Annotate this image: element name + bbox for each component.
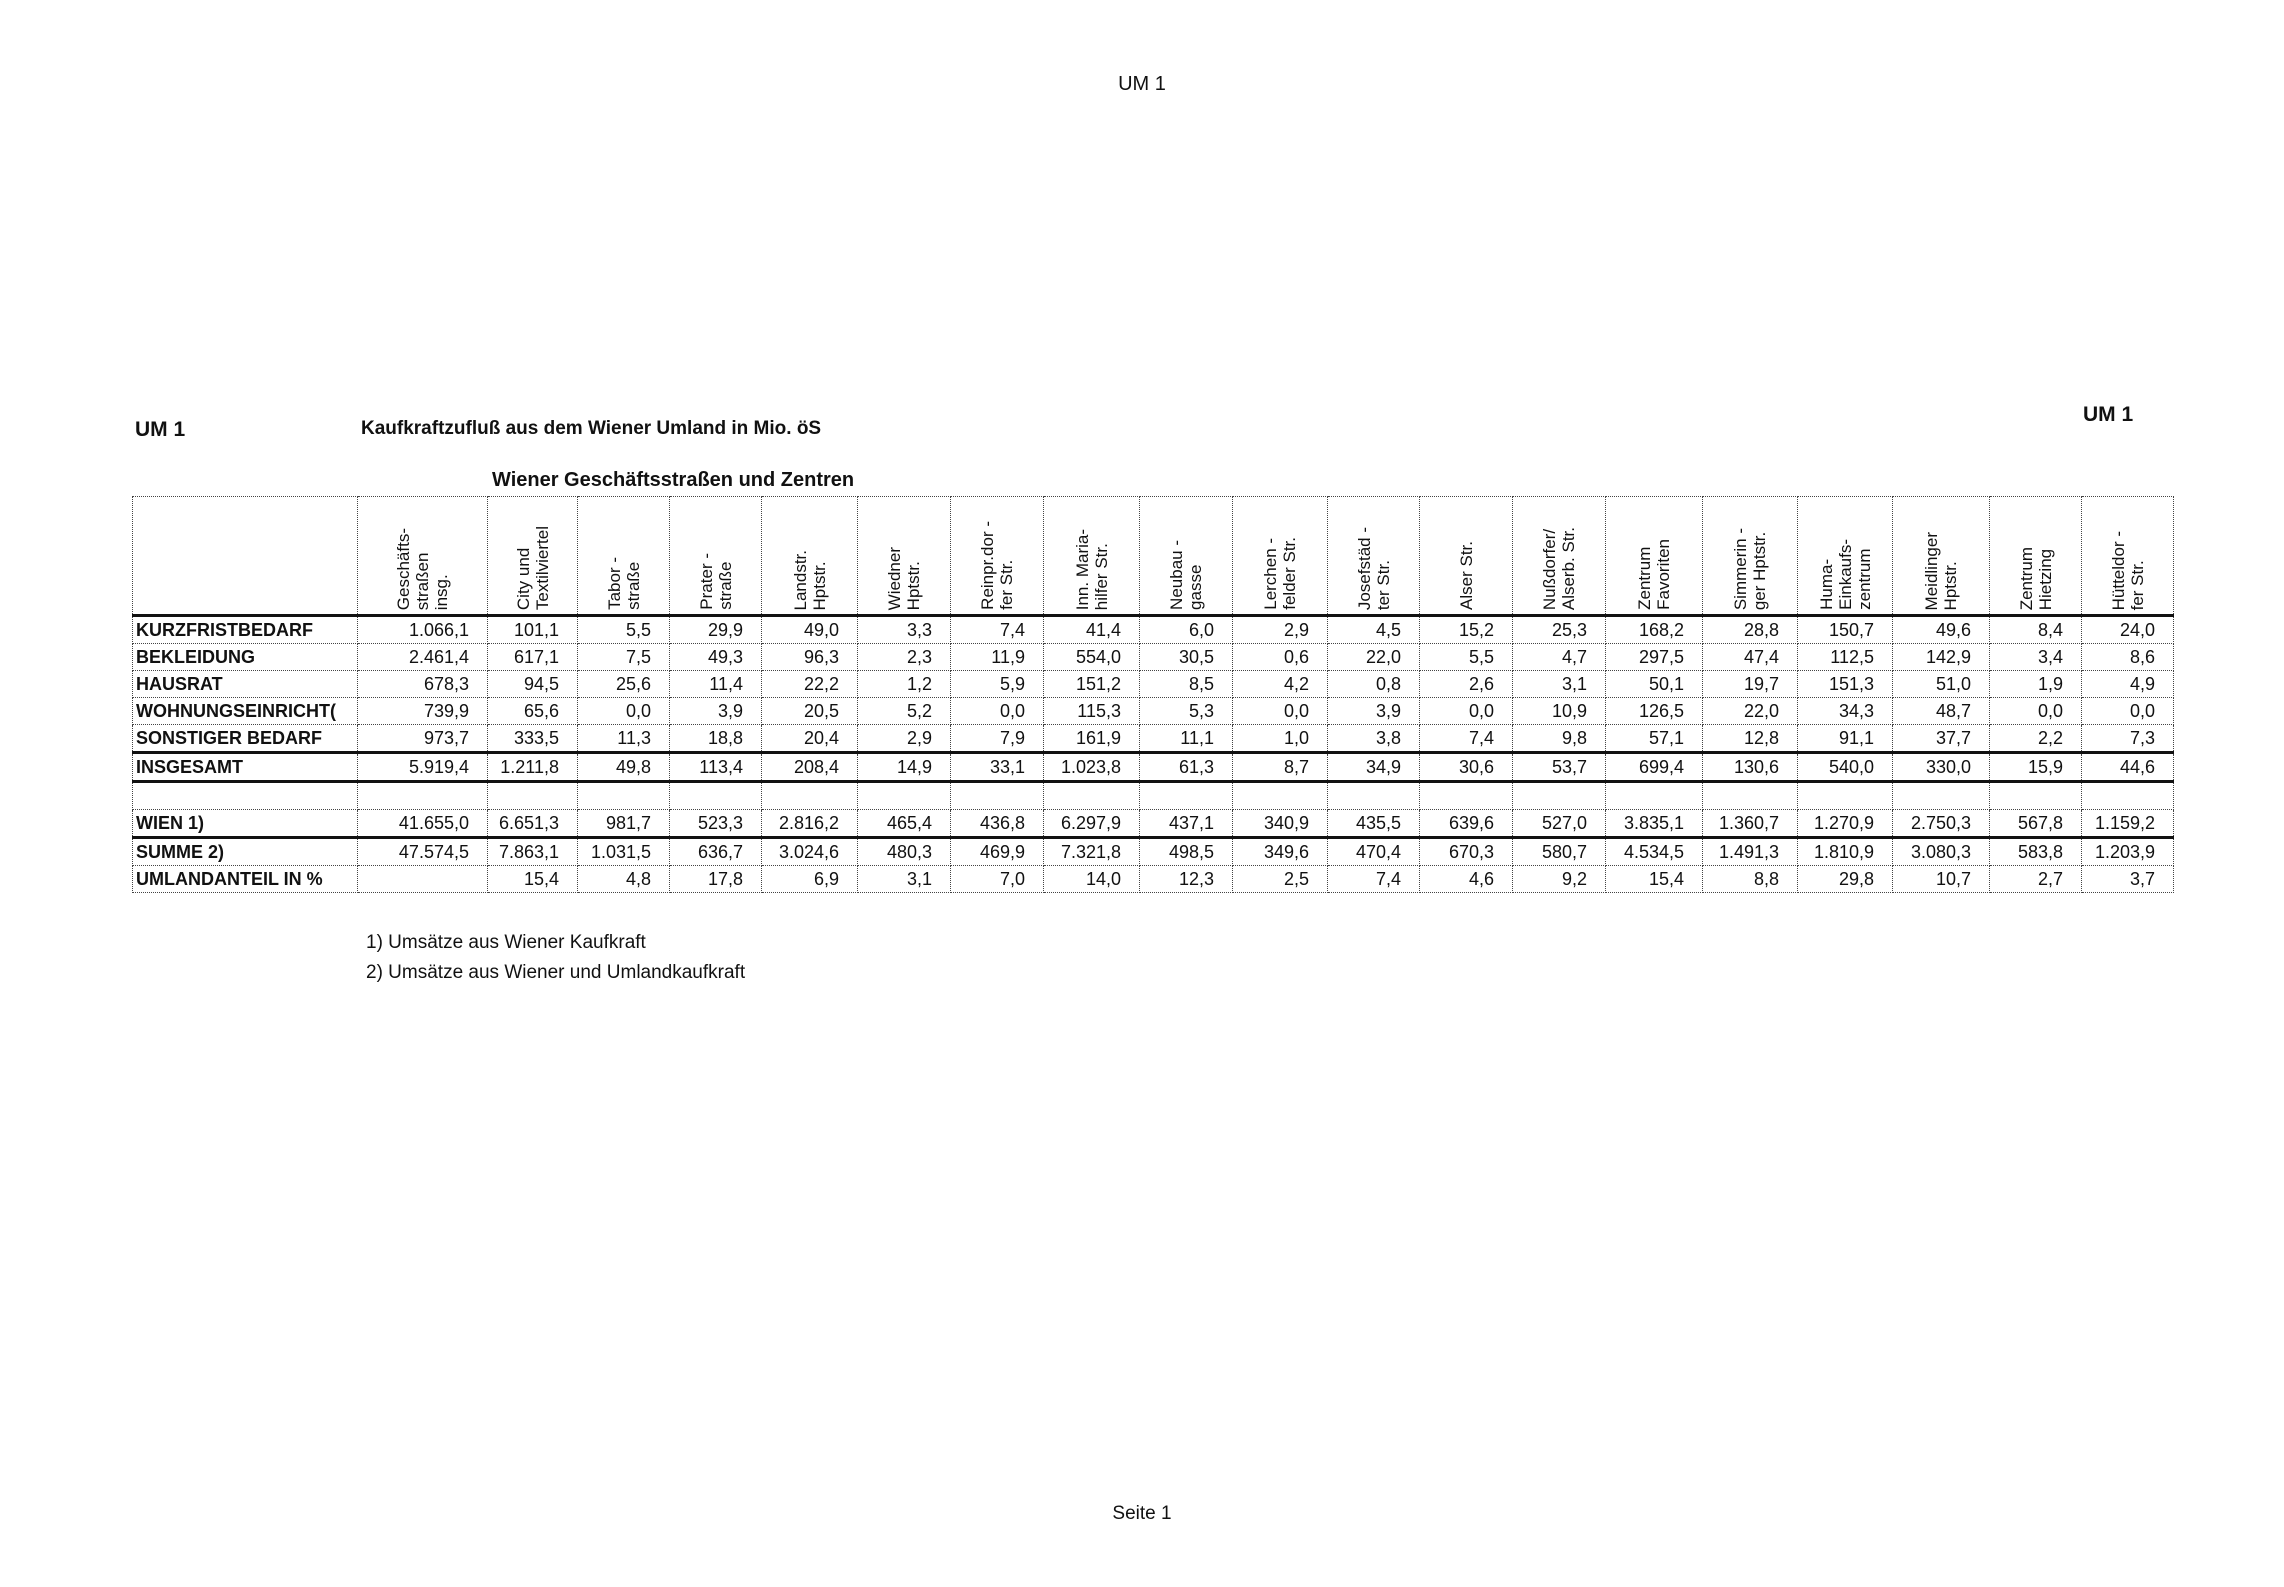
table-cell: 349,6 (1233, 838, 1328, 866)
table-cell (358, 866, 488, 893)
um-label-right: UM 1 (2083, 403, 2134, 426)
spacer-cell (951, 782, 1044, 810)
table-cell: 1,9 (1990, 671, 2082, 698)
table-cell: 9,8 (1513, 725, 1606, 753)
column-header-label: Tabor - straße (604, 557, 643, 610)
table-cell: 9,2 (1513, 866, 1606, 893)
table-cell: 25,6 (578, 671, 670, 698)
table-cell: 1,0 (1233, 725, 1328, 753)
column-header (2082, 497, 2174, 616)
table-cell: 1.023,8 (1044, 753, 1140, 782)
spacer-cell (578, 782, 670, 810)
um-label-left: UM 1 (135, 418, 186, 441)
spacer-cell (1703, 782, 1798, 810)
table-cell: 4.534,5 (1606, 838, 1703, 866)
page-footer: Seite 1 (1112, 1503, 1172, 1524)
header-row (133, 497, 2174, 616)
table-row (133, 866, 2174, 893)
column-header (1044, 497, 1140, 616)
table-cell: 4,5 (1328, 616, 1420, 644)
table-cell: 2.816,2 (762, 810, 858, 838)
column-header-label: Alser Str. (1456, 541, 1476, 610)
table-cell: 47.574,5 (358, 838, 488, 866)
table-cell: 30,5 (1140, 644, 1233, 671)
table-cell: 130,6 (1703, 753, 1798, 782)
table-cell: 3,3 (858, 616, 951, 644)
table-cell: 1.810,9 (1798, 838, 1893, 866)
table-cell: 498,5 (1140, 838, 1233, 866)
table-cell: 1.360,7 (1703, 810, 1798, 838)
table-cell: 3.835,1 (1606, 810, 1703, 838)
table-cell: 15,4 (1606, 866, 1703, 893)
column-header (578, 497, 670, 616)
table-cell: 2.461,4 (358, 644, 488, 671)
table-cell: 435,5 (1328, 810, 1420, 838)
table-cell: 33,1 (951, 753, 1044, 782)
table-cell: 22,0 (1703, 698, 1798, 725)
table-cell: 29,8 (1798, 866, 1893, 893)
table-cell: 639,6 (1420, 810, 1513, 838)
table-cell: 126,5 (1606, 698, 1703, 725)
table-cell: 7.321,8 (1044, 838, 1140, 866)
table-cell: 0,0 (578, 698, 670, 725)
table-cell: 6.297,9 (1044, 810, 1140, 838)
table-row (133, 616, 2174, 644)
table-cell: 18,8 (670, 725, 762, 753)
column-header (1420, 497, 1513, 616)
table-cell: 3.080,3 (1893, 838, 1990, 866)
spacer-cell (1420, 782, 1513, 810)
table-cell: 7.863,1 (488, 838, 578, 866)
table-cell: 7,3 (2082, 725, 2174, 753)
table-cell: 65,6 (488, 698, 578, 725)
table-cell: 37,7 (1893, 725, 1990, 753)
column-header (1328, 497, 1420, 616)
table-cell: 49,3 (670, 644, 762, 671)
table-cell: 12,3 (1140, 866, 1233, 893)
table-cell: 150,7 (1798, 616, 1893, 644)
column-header-label: Lerchen - felder Str. (1261, 537, 1299, 610)
table-cell: 1.211,8 (488, 753, 578, 782)
table-cell: 0,0 (1420, 698, 1513, 725)
row-label: UMLANDANTEIL IN % (133, 866, 358, 893)
spacer-row (133, 782, 2174, 810)
table-cell: 0,8 (1328, 671, 1420, 698)
table-cell: 5,5 (578, 616, 670, 644)
table-row (133, 753, 2174, 782)
table-cell: 567,8 (1990, 810, 2082, 838)
table-cell: 2,7 (1990, 866, 2082, 893)
table-cell: 49,8 (578, 753, 670, 782)
table-cell: 7,4 (1328, 866, 1420, 893)
column-header-label: Zentrum Hietzing (2016, 546, 2055, 610)
table-cell: 670,3 (1420, 838, 1513, 866)
column-header (762, 497, 858, 616)
table-cell: 699,4 (1606, 753, 1703, 782)
column-header-label: Inn. Maria- hilfer Str. (1072, 528, 1111, 610)
spacer-cell (858, 782, 951, 810)
table-cell: 15,2 (1420, 616, 1513, 644)
table-row (133, 838, 2174, 866)
table-cell: 1.159,2 (2082, 810, 2174, 838)
table-cell: 94,5 (488, 671, 578, 698)
table-cell: 51,0 (1893, 671, 1990, 698)
table-cell: 7,4 (951, 616, 1044, 644)
table-cell: 19,7 (1703, 671, 1798, 698)
table-cell: 11,9 (951, 644, 1044, 671)
spacer-cell (762, 782, 858, 810)
table-cell: 8,5 (1140, 671, 1233, 698)
column-header-label: Huma- Einkaufs- zentrum (1816, 539, 1874, 610)
table-cell: 554,0 (1044, 644, 1140, 671)
table-cell: 47,4 (1703, 644, 1798, 671)
table-cell: 5,5 (1420, 644, 1513, 671)
spacer-cell (1513, 782, 1606, 810)
spacer-cell (488, 782, 578, 810)
table-cell: 20,5 (762, 698, 858, 725)
table-cell: 14,0 (1044, 866, 1140, 893)
table-cell: 101,1 (488, 616, 578, 644)
table-cell: 151,3 (1798, 671, 1893, 698)
table-cell: 91,1 (1798, 725, 1893, 753)
table-cell: 973,7 (358, 725, 488, 753)
table-cell: 57,1 (1606, 725, 1703, 753)
column-header-label: Geschäfts- straßen insg. (394, 527, 451, 610)
spacer-cell (1798, 782, 1893, 810)
table-cell: 17,8 (670, 866, 762, 893)
table-cell: 2.750,3 (1893, 810, 1990, 838)
spacer-cell (1044, 782, 1140, 810)
table-cell: 151,2 (1044, 671, 1140, 698)
column-header (951, 497, 1044, 616)
table-cell: 4,8 (578, 866, 670, 893)
spacer-cell (1606, 782, 1703, 810)
table-cell: 24,0 (2082, 616, 2174, 644)
table-cell: 2,9 (858, 725, 951, 753)
column-header (488, 497, 578, 616)
table-cell: 112,5 (1798, 644, 1893, 671)
table-cell: 523,3 (670, 810, 762, 838)
table-cell: 0,6 (1233, 644, 1328, 671)
table-cell: 470,4 (1328, 838, 1420, 866)
table-cell: 208,4 (762, 753, 858, 782)
table-cell: 4,9 (2082, 671, 2174, 698)
table-cell: 1.270,9 (1798, 810, 1893, 838)
row-label: INSGESAMT (133, 753, 358, 782)
table-cell: 3,7 (2082, 866, 2174, 893)
table-cell: 142,9 (1893, 644, 1990, 671)
table-cell: 22,0 (1328, 644, 1420, 671)
column-header-label: Zentrum Favoriten (1635, 539, 1673, 610)
table-cell: 981,7 (578, 810, 670, 838)
table-cell: 41,4 (1044, 616, 1140, 644)
table-cell: 2,6 (1420, 671, 1513, 698)
page-header: UM 1 (1118, 73, 1166, 95)
table-cell: 34,9 (1328, 753, 1420, 782)
table-row (133, 810, 2174, 838)
table-cell: 11,4 (670, 671, 762, 698)
table-cell: 11,3 (578, 725, 670, 753)
column-header-label: Reinpr.dor - fer Str. (978, 521, 1016, 610)
table-cell: 8,4 (1990, 616, 2082, 644)
column-header (1606, 497, 1703, 616)
table-cell: 168,2 (1606, 616, 1703, 644)
table-cell: 480,3 (858, 838, 951, 866)
table-cell: 30,6 (1420, 753, 1513, 782)
table-cell: 61,3 (1140, 753, 1233, 782)
column-header (1233, 497, 1328, 616)
table-cell: 3,1 (858, 866, 951, 893)
spacer-cell (1990, 782, 2082, 810)
column-header (858, 497, 951, 616)
column-header (1703, 497, 1798, 616)
table-cell: 465,4 (858, 810, 951, 838)
table-cell: 0,0 (1233, 698, 1328, 725)
table-cell: 583,8 (1990, 838, 2082, 866)
column-header-label: Meidlinger Hptstr. (1922, 531, 1960, 610)
row-label: WIEN 1) (133, 810, 358, 838)
column-header-label: Prater - straße (696, 553, 735, 610)
table-cell: 41.655,0 (358, 810, 488, 838)
table-cell: 5,9 (951, 671, 1044, 698)
table-cell: 20,4 (762, 725, 858, 753)
table-cell: 2,5 (1233, 866, 1328, 893)
table-cell: 12,8 (1703, 725, 1798, 753)
table-cell: 436,8 (951, 810, 1044, 838)
table-cell: 15,9 (1990, 753, 2082, 782)
column-header (1513, 497, 1606, 616)
spacer-cell (1233, 782, 1328, 810)
column-header-label: Josefstäd - ter Str. (1354, 526, 1393, 610)
table-cell: 0,0 (951, 698, 1044, 725)
column-header-label: City und Textilviertel (513, 525, 552, 610)
table-cell: 3,1 (1513, 671, 1606, 698)
table-cell: 50,1 (1606, 671, 1703, 698)
table-row (133, 698, 2174, 725)
column-header-label: Nußdorfer/ Alserb. Str. (1540, 526, 1578, 610)
table-cell: 5,3 (1140, 698, 1233, 725)
table-cell: 3,9 (1328, 698, 1420, 725)
table-cell: 8,7 (1233, 753, 1328, 782)
footnote-1: 1) Umsätze aus Wiener Kaufkraft (366, 932, 646, 953)
table-cell: 8,8 (1703, 866, 1798, 893)
table-cell: 4,7 (1513, 644, 1606, 671)
table-cell: 11,1 (1140, 725, 1233, 753)
table-cell: 3,9 (670, 698, 762, 725)
column-header (1140, 497, 1233, 616)
table-cell: 1.031,5 (578, 838, 670, 866)
table-cell: 113,4 (670, 753, 762, 782)
table-cell: 10,9 (1513, 698, 1606, 725)
table-cell: 15,4 (488, 866, 578, 893)
sales-table (132, 496, 2174, 893)
table-cell: 540,0 (1798, 753, 1893, 782)
column-header (358, 497, 488, 616)
table-cell: 1.066,1 (358, 616, 488, 644)
table-cell: 469,9 (951, 838, 1044, 866)
table-cell: 49,6 (1893, 616, 1990, 644)
table-cell: 2,9 (1233, 616, 1328, 644)
table-cell: 14,9 (858, 753, 951, 782)
spacer-cell (133, 782, 358, 810)
table-row (133, 644, 2174, 671)
table-cell: 7,5 (578, 644, 670, 671)
table-cell: 2,2 (1990, 725, 2082, 753)
table-cell: 10,7 (1893, 866, 1990, 893)
spacer-cell (670, 782, 762, 810)
table-cell: 527,0 (1513, 810, 1606, 838)
table-cell: 7,0 (951, 866, 1044, 893)
table-cell: 6,9 (762, 866, 858, 893)
row-label: KURZFRISTBEDARF (133, 616, 358, 644)
column-header (1893, 497, 1990, 616)
spacer-cell (358, 782, 488, 810)
table-cell: 6,0 (1140, 616, 1233, 644)
column-header-label: Landstr. Hptstr. (790, 549, 829, 610)
table-cell: 34,3 (1798, 698, 1893, 725)
table-cell: 6.651,3 (488, 810, 578, 838)
table-cell: 636,7 (670, 838, 762, 866)
column-header-label: Simmerin - ger Hptstr. (1731, 527, 1769, 610)
table-cell: 1.203,9 (2082, 838, 2174, 866)
table-cell: 161,9 (1044, 725, 1140, 753)
table-cell: 330,0 (1893, 753, 1990, 782)
table-cell: 48,7 (1893, 698, 1990, 725)
table-subtitle: Wiener Geschäftsstraßen und Zentren (492, 469, 855, 491)
spacer-cell (2082, 782, 2174, 810)
table-cell: 1,2 (858, 671, 951, 698)
table-cell: 333,5 (488, 725, 578, 753)
table-cell: 7,9 (951, 725, 1044, 753)
spacer-cell (1328, 782, 1420, 810)
table-cell: 5.919,4 (358, 753, 488, 782)
header-corner (133, 497, 358, 616)
table-cell: 96,3 (762, 644, 858, 671)
column-header-label: Hütteldor - fer Str. (2108, 530, 2147, 610)
footnotes (366, 928, 745, 988)
table-cell: 437,1 (1140, 810, 1233, 838)
table-row (133, 725, 2174, 753)
table-cell: 3,4 (1990, 644, 2082, 671)
row-label: SONSTIGER BEDARF (133, 725, 358, 753)
document-title: Kaufkraftzufluß aus dem Wiener Umland in Mio. öS (361, 418, 822, 439)
table-row (133, 671, 2174, 698)
table-cell: 5,2 (858, 698, 951, 725)
row-label: BEKLEIDUNG (133, 644, 358, 671)
table-cell: 678,3 (358, 671, 488, 698)
table-cell: 340,9 (1233, 810, 1328, 838)
table-cell: 739,9 (358, 698, 488, 725)
column-header (670, 497, 762, 616)
table-cell: 0,0 (1990, 698, 2082, 725)
table-cell: 7,4 (1420, 725, 1513, 753)
table-cell: 25,3 (1513, 616, 1606, 644)
table-cell: 3.024,6 (762, 838, 858, 866)
table-cell: 4,2 (1233, 671, 1328, 698)
table-cell: 22,2 (762, 671, 858, 698)
table-cell: 580,7 (1513, 838, 1606, 866)
spacer-cell (1893, 782, 1990, 810)
column-header (1990, 497, 2082, 616)
table-cell: 8,6 (2082, 644, 2174, 671)
column-header (1798, 497, 1893, 616)
table-cell: 53,7 (1513, 753, 1606, 782)
table-cell: 28,8 (1703, 616, 1798, 644)
table-cell: 0,0 (2082, 698, 2174, 725)
row-label: SUMME 2) (133, 838, 358, 866)
table-cell: 115,3 (1044, 698, 1140, 725)
row-label: HAUSRAT (133, 671, 358, 698)
column-header-label: Wiedner Hptstr. (885, 546, 923, 610)
table-cell: 49,0 (762, 616, 858, 644)
table-cell: 1.491,3 (1703, 838, 1798, 866)
spacer-cell (1140, 782, 1233, 810)
row-label: WOHNUNGSEINRICHT( (133, 698, 358, 725)
table-cell: 3,8 (1328, 725, 1420, 753)
table-cell: 2,3 (858, 644, 951, 671)
table-cell: 44,6 (2082, 753, 2174, 782)
column-header-label: Neubau - gasse (1167, 540, 1205, 610)
footnote-2: 2) Umsätze aus Wiener und Umlandkaufkraft (366, 962, 746, 983)
table-cell: 617,1 (488, 644, 578, 671)
table-cell: 297,5 (1606, 644, 1703, 671)
table-cell: 29,9 (670, 616, 762, 644)
table-cell: 4,6 (1420, 866, 1513, 893)
